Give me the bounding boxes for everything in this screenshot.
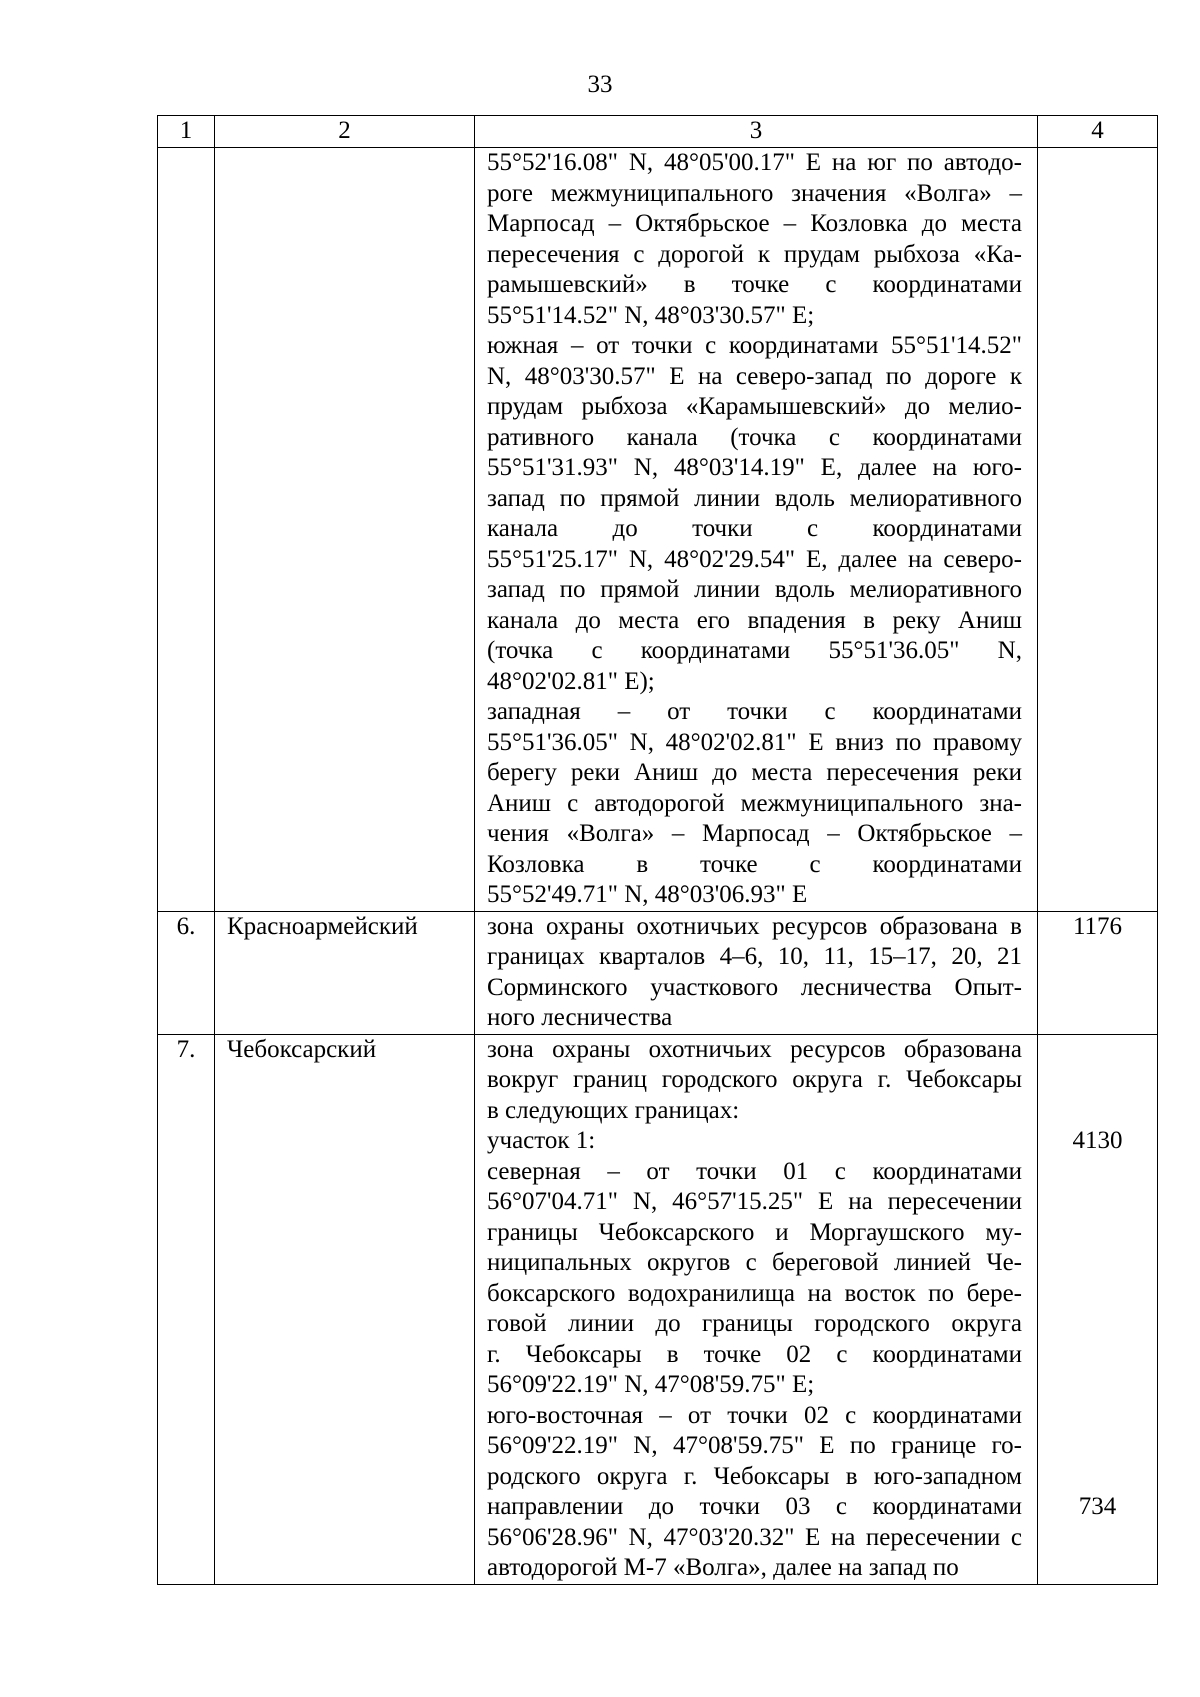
description-line: боксарского водохранилища на восток по бере-: [487, 1279, 1022, 1307]
district-name: Чебоксарский: [215, 1034, 475, 1584]
description-line: чения «Волга» – Марпосад – Октябрьское –: [487, 820, 1022, 847]
description-line: г. Чебоксары в точке 02 с координатами: [487, 1340, 1022, 1368]
description-line: 55°52'49.71" N, 48°03'06.93" E: [487, 881, 808, 908]
description-line: границы Чебоксарского и Моргаушского му-: [487, 1218, 1022, 1246]
description-line: юго-восточная – от точки 02 с координатами: [487, 1401, 1022, 1429]
row-number: 7.: [158, 1034, 215, 1584]
header-col-3: 3: [475, 116, 1038, 148]
area-value: 4130: [1072, 1127, 1123, 1154]
description-line: северная – от точки 01 с координатами: [487, 1157, 1022, 1185]
boundary-description: [475, 1034, 1038, 1584]
description-line: ниципальных округов с береговой линией Че-: [487, 1249, 1022, 1276]
header-col-1: 1: [158, 116, 215, 148]
description-line: ративного канала (точка с координатами: [487, 423, 1022, 451]
description-line: Марпосад – Октябрьское – Козловка до места: [487, 210, 1022, 237]
description-line: 55°51'14.52" N, 48°03'30.57" E;: [487, 301, 815, 329]
table-row: [158, 911, 1158, 1034]
description-line: берегу реки Аниш до места пересечения реки: [487, 759, 1022, 786]
area-value-cell: [1038, 1034, 1158, 1584]
description-line: канала до точки с координатами: [487, 515, 1022, 542]
description-line: родского округа г. Чебоксары в юго-западном: [487, 1462, 1022, 1490]
description-line: рамышевский» в точке с координатами: [487, 271, 1022, 298]
description-line: участок 1:: [487, 1127, 596, 1154]
description-line: говой линии до границы городского округа: [487, 1310, 1022, 1337]
boundaries-table: [157, 115, 1158, 1585]
description-line: прудам рыбхоза «Карамышевский» до мелио-: [487, 393, 1022, 420]
description-line: вокруг границ городского округа г. Чебоксары: [487, 1066, 1022, 1093]
boundary-description: [475, 911, 1038, 1034]
description-line: в следующих границах:: [487, 1096, 740, 1124]
description-line: (точка с координатами 55°51'36.05" N,: [487, 637, 1022, 664]
district-name: Красноармейский: [215, 911, 475, 1034]
description-line: 48°02'02.81" E);: [487, 667, 655, 695]
description-line: ного лесничества: [487, 1004, 673, 1031]
district-name: [215, 148, 475, 912]
table-header-row: [158, 116, 1158, 148]
description-line: 56°09'22.19" N, 47°08'59.75" E по границе го-: [487, 1432, 1022, 1459]
description-line: границах кварталов 4–6, 10, 11, 15–17, 20, 21: [487, 943, 1022, 970]
description-line: Аниш с автодорогой межмуниципального зна-: [487, 789, 1022, 817]
description-line: роге межмуниципального значения «Волга» –: [487, 179, 1022, 207]
description-line: 55°51'36.05" N, 48°02'02.81" E вниз по правому: [487, 728, 1022, 756]
description-line: 56°06'28.96" N, 47°03'20.32" E на пересечении с: [487, 1523, 1022, 1551]
boundary-description: [475, 148, 1038, 912]
description-line: Сорминского участкового лесничества Опыт-: [487, 973, 1022, 1001]
area-value-cell: [1038, 911, 1158, 1034]
description-line: Козловка в точке с координатами: [487, 850, 1022, 878]
page-number: 33: [587, 71, 613, 98]
description-line: автодорогой М-7 «Волга», далее на запад по: [487, 1554, 959, 1581]
description-line: 55°51'25.17" N, 48°02'29.54" E, далее на северо-: [487, 545, 1022, 573]
description-line: запад по прямой линии вдоль мелиоративного: [487, 484, 1022, 512]
header-col-2: 2: [215, 116, 475, 148]
description-line: канала до места его впадения в реку Аниш: [487, 606, 1022, 634]
header-col-4: 4: [1038, 116, 1158, 148]
description-line: зона охраны охотничьих ресурсов образована в: [487, 912, 1022, 940]
description-line: 56°07'04.71" N, 46°57'15.25" E на пересечении: [487, 1188, 1022, 1215]
description-line: N, 48°03'30.57" E на северо-запад по дороге к: [487, 362, 1022, 390]
description-line: пересечения с дорогой к прудам рыбхоза «Ка-: [487, 240, 1022, 268]
area-value: 734: [1078, 1493, 1117, 1520]
area-value: 1176: [1072, 912, 1123, 940]
description-line: южная – от точки с координатами 55°51'14.52": [487, 332, 1022, 359]
description-line: 55°52'16.08" N, 48°05'00.17" E на юг по автодо-: [487, 149, 1022, 176]
description-line: 55°51'31.93" N, 48°03'14.19" E, далее на юго-: [487, 454, 1022, 481]
description-line: 56°09'22.19" N, 47°08'59.75" E;: [487, 1371, 815, 1398]
description-line: запад по прямой линии вдоль мелиоративного: [487, 576, 1022, 603]
description-line: западная – от точки с координатами: [487, 698, 1022, 725]
description-line: направлении до точки 03 с координатами: [487, 1493, 1022, 1520]
table-row: [158, 148, 1158, 912]
description-line: зона охраны охотничьих ресурсов образована: [487, 1035, 1022, 1063]
row-number: [158, 148, 215, 912]
table-row: [158, 1034, 1158, 1584]
area-value-cell: [1038, 148, 1158, 912]
row-number: 6.: [158, 911, 215, 1034]
